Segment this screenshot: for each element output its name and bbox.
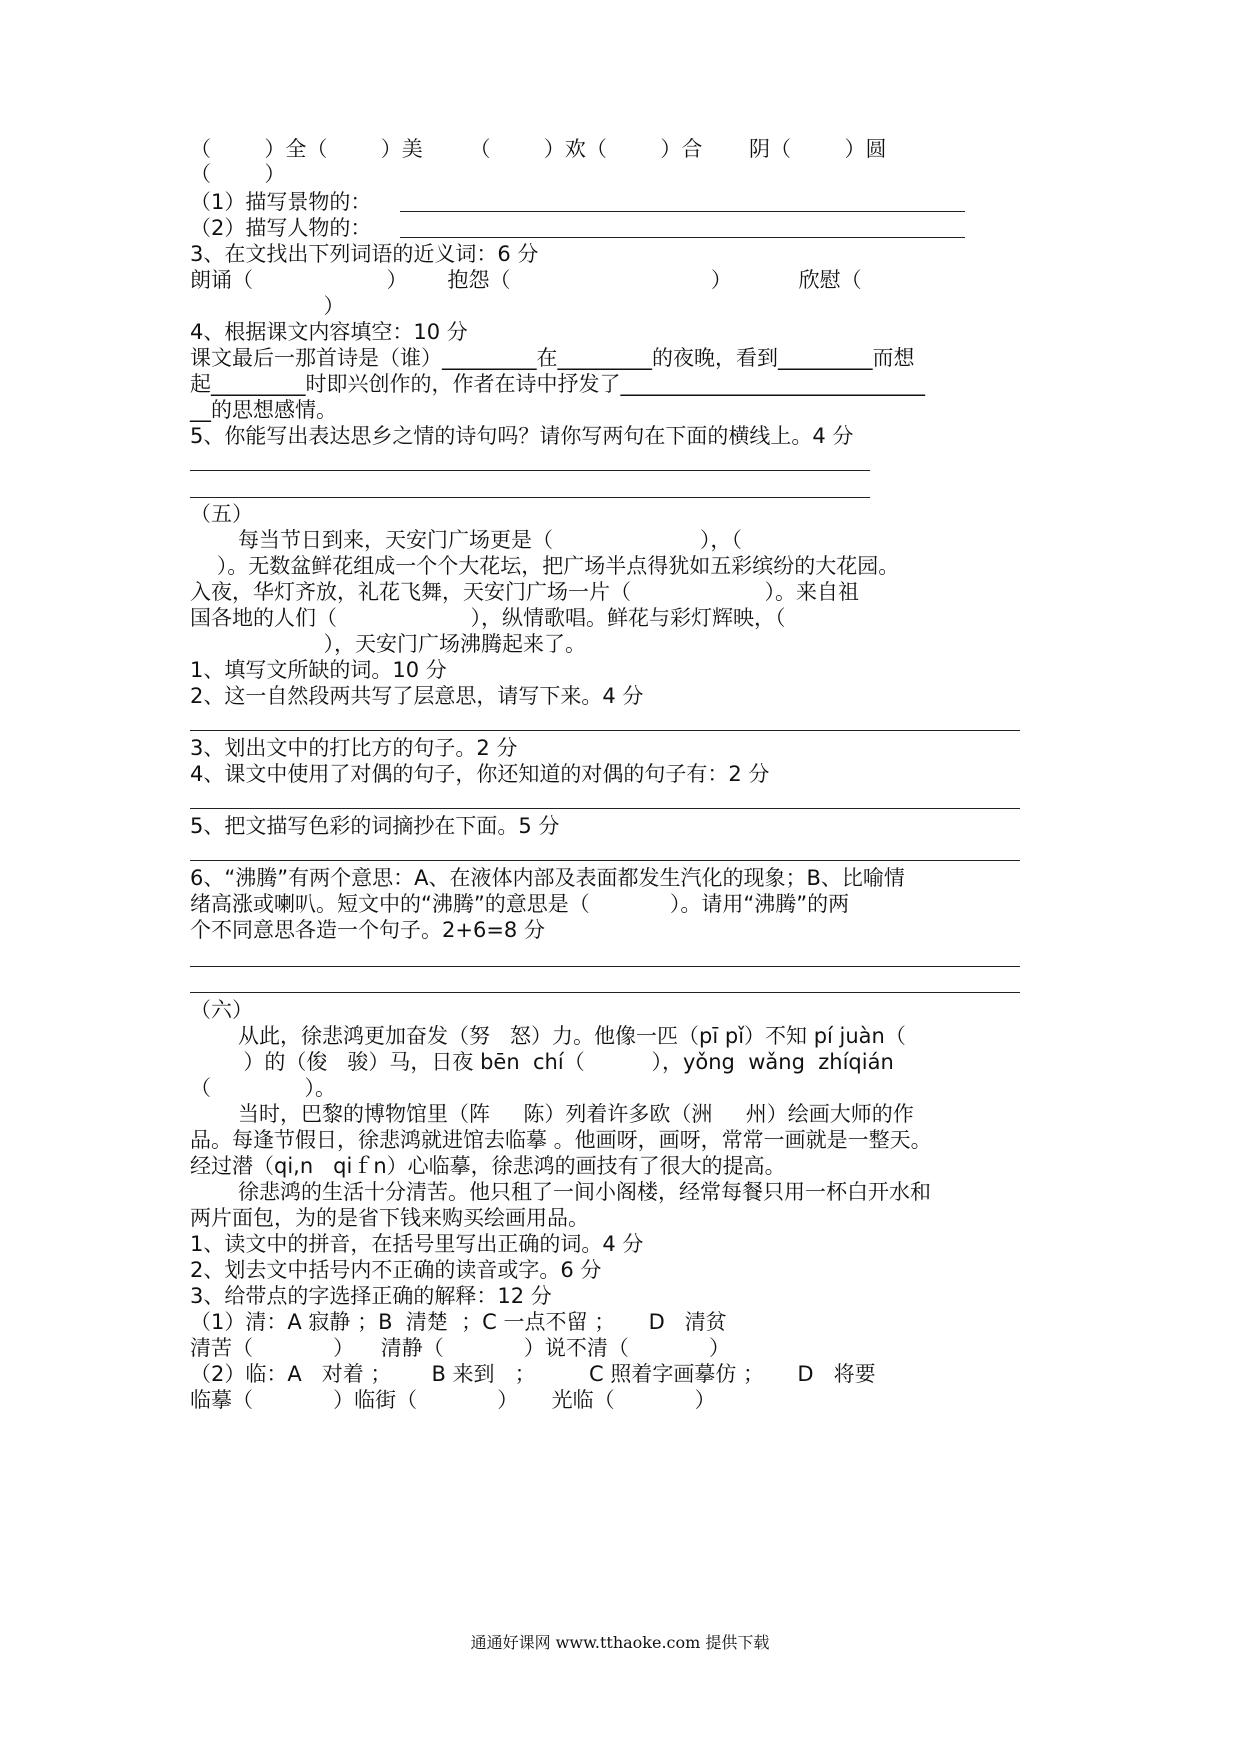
- answer-line: [190, 860, 1020, 861]
- question-5-6: 6、“沸腾”有两个意思：A、在液体内部及表面都发生汽化的现象；B、比喻情: [190, 866, 905, 890]
- page-footer: 通通好课网 www.tthaoke.com 提供下载: [470, 1633, 770, 1652]
- answer-line: [400, 237, 965, 238]
- synonyms-line: 朗诵（ ） 抱怨（ ） 欣慰（: [190, 268, 862, 292]
- answer-line: [190, 497, 870, 498]
- question-6-1: 1、读文中的拼音，在括号里写出正确的词。4 分: [190, 1232, 644, 1256]
- passage-5: 每当节日到来，天安门广场更是（ ），（: [238, 528, 742, 552]
- passage-5: ），天安门广场沸腾起来了。: [190, 632, 587, 656]
- passage-6: 经过潜（qi,n qiｆn）心临摹，徐悲鸿的画技有了很大的提高。: [190, 1154, 786, 1178]
- answer-line: [190, 808, 1020, 809]
- question-6-3: 3、给带点的字选择正确的解释：12 分: [190, 1284, 552, 1308]
- passage-5: 国各地的人们（ ），纵情歌唱。鲜花与彩灯辉映，（: [190, 606, 786, 630]
- question-5-3: 3、划出文中的打比方的句子。2 分: [190, 736, 518, 760]
- passage-5: ）。无数盆鲜花组成一个个大花坛，把广场半点得犹如五彩缤纷的大花园。: [190, 554, 900, 578]
- question-6-2: 2、划去文中括号内不正确的读音或字。6 分: [190, 1258, 602, 1282]
- passage-5: 入夜，华灯齐放，礼花飞舞，天安门广场一片（ ）。来自祖: [190, 580, 860, 604]
- section-6-heading: （六）: [190, 998, 253, 1022]
- fill-in-text: 起_________时即兴创作的，作者在诗中抒发了_____________________________: [190, 372, 925, 396]
- answer-line: [190, 966, 1020, 967]
- question-5: 5、你能写出表达思乡之情的诗句吗？请你写两句在下面的横线上。4 分: [190, 424, 854, 448]
- passage-6: 两片面包，为的是省下钱来购买绘画用品。: [190, 1206, 589, 1230]
- answer-line: [190, 992, 1020, 993]
- question-5-6-cont: 绪高涨或喇叭。短文中的“沸腾”的意思是（ ）。请用“沸腾”的两: [190, 892, 850, 916]
- passage-6: 从此，徐悲鸿更加奋发（努 怒）力。他像一匹（pī pǐ）不知 pí juàn（: [238, 1024, 906, 1048]
- passage-6: 当时，巴黎的博物馆里（阵 陈）列着许多欧（洲 州）绘画大师的作: [238, 1102, 914, 1126]
- blank-idioms-line-cont: （ ）: [190, 162, 286, 186]
- blank-idioms-line: （ ）全（ ）美 （ ）欢（ ）合 阴（ ）圆: [190, 137, 887, 161]
- passage-6: （ ）。: [190, 1076, 336, 1100]
- question-5-6-cont: 个不同意思各造一个句子。2+6=8 分: [190, 918, 545, 942]
- question-3: 3、在文找出下列词语的近义词：6 分: [190, 242, 539, 266]
- choice-qing: （1）清：A 寂静 ；B 清楚 ；C 一点不留 ； D 清贫: [190, 1310, 727, 1334]
- section-5-heading: （五）: [190, 502, 253, 526]
- question-4: 4、根据课文内容填空：10 分: [190, 320, 468, 344]
- passage-6: 徐悲鸿的生活十分清苦。他只租了一间小阁楼，经常每餐只用一杯白开水和: [238, 1180, 931, 1204]
- question-5-4: 4、课文中使用了对偶的句子，你还知道的对偶的句子有：2 分: [190, 762, 770, 786]
- answer-line: [190, 470, 870, 471]
- passage-6: ）的（俊 骏）马，日夜 bēn chí（ ），yǒng wǎng zhíqián: [190, 1050, 894, 1074]
- question-5-1: 1、填写文所缺的词。10 分: [190, 658, 447, 682]
- fill-in-text: __的思想感情。: [190, 398, 337, 422]
- fill-in-text: 课文最后一那首诗是（谁）_________在_________的夜晚，看到_________而想: [190, 346, 915, 370]
- answer-line: [400, 211, 965, 212]
- passage-6: 品。每逢节假日，徐悲鸿就进馆去临摹 。他画呀，画呀，常常一画就是一整天。: [190, 1128, 932, 1152]
- synonyms-line-cont: ）: [190, 294, 345, 318]
- question-5-5: 5、把文描写色彩的词摘抄在下面。5 分: [190, 814, 560, 838]
- question-5-2: 2、这一自然段两共写了层意思，请写下来。4 分: [190, 684, 644, 708]
- choice-lin-answers: 临摹（ ）临街（ ） 光临（ ）: [190, 1388, 716, 1412]
- answer-line: [190, 730, 1020, 731]
- question-scenery: （1）描写景物的：: [190, 190, 372, 214]
- choice-lin: （2）临：A 对着 ； B 来到 ； C 照着字画摹仿 ； D 将要: [190, 1362, 876, 1386]
- choice-qing-answers: 清苦（ ） 清静（ ）说不清（ ）: [190, 1336, 731, 1360]
- question-people: （2）描写人物的：: [190, 216, 372, 240]
